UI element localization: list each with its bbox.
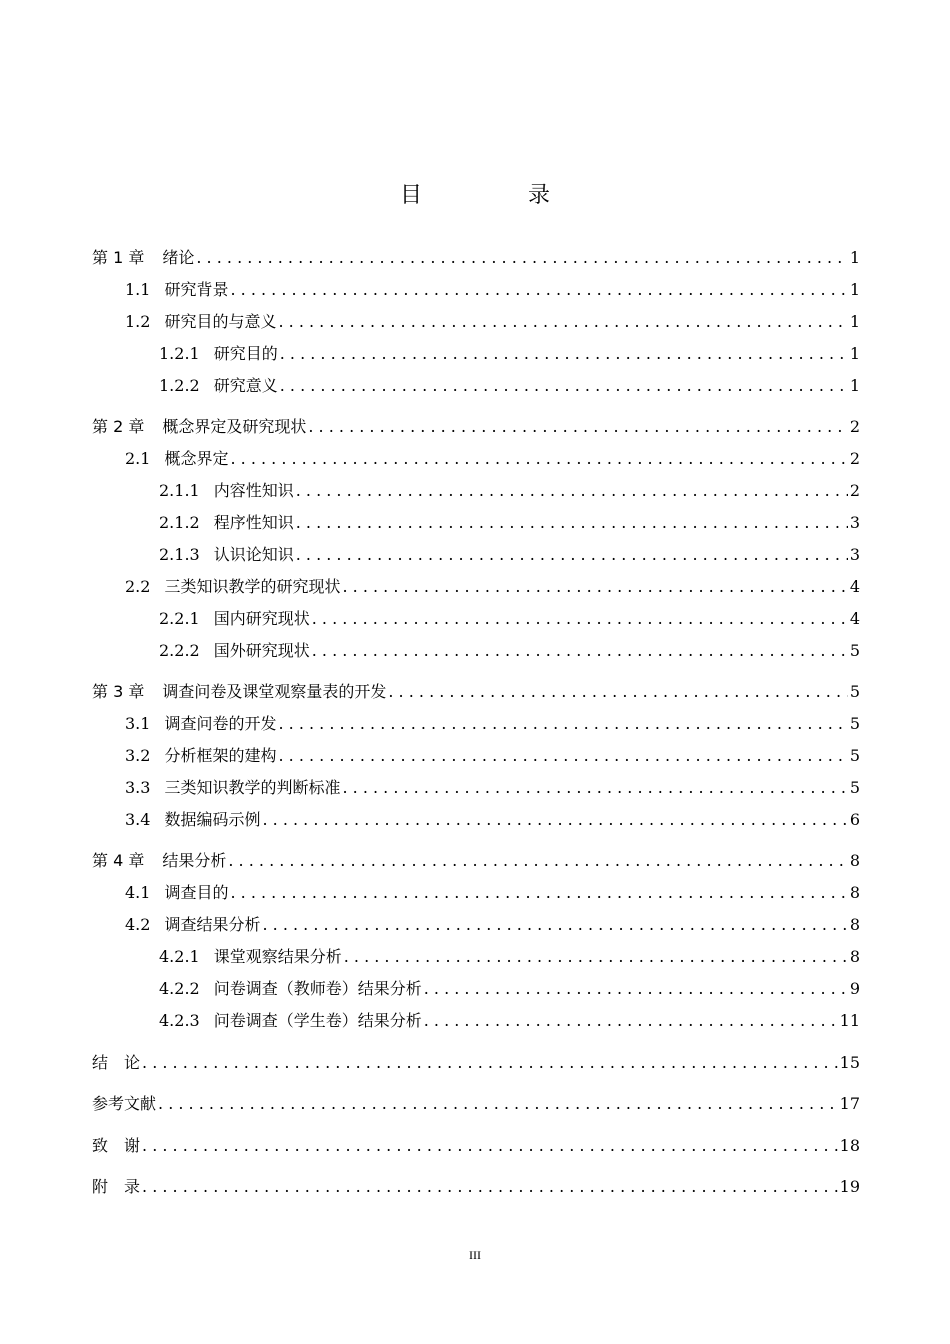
toc-entry-page: 1 — [849, 312, 860, 331]
toc-entry-page: 1 — [849, 344, 860, 363]
toc-entry-title — [159, 978, 422, 1000]
toc-entry-title — [159, 544, 294, 566]
toc-entry-title — [125, 713, 276, 735]
toc-entry-page: 8 — [849, 851, 860, 870]
toc-entry-title — [159, 1010, 422, 1032]
toc-entry-text: 调查目的 — [164, 883, 229, 902]
toc-entry-title — [125, 914, 260, 936]
toc-entry[interactable] — [92, 480, 860, 502]
toc-entry-number: 4.2.3 — [159, 1011, 200, 1030]
toc-entry-number: 3.3 — [125, 778, 151, 797]
toc-entry[interactable] — [92, 512, 860, 534]
toc-entry-number: 第 1 章 — [92, 248, 145, 267]
toc-entry[interactable] — [92, 343, 860, 365]
toc-entry-page: 5 — [849, 778, 860, 797]
toc-entry-text: 研究目的 — [213, 344, 278, 363]
toc-entry-text: 问卷调查（学生卷）结果分析 — [213, 1011, 422, 1030]
toc-entry-page: 15 — [839, 1053, 860, 1072]
toc-entry-text: 参考文献 — [92, 1094, 157, 1113]
toc-entry-page: 5 — [849, 746, 860, 765]
toc-leader-dots — [296, 512, 848, 534]
toc-entry-page: 5 — [849, 714, 860, 733]
toc-entry-number: 1.2.1 — [159, 344, 200, 363]
toc-entry-title — [92, 416, 306, 438]
toc-entry-text: 调查问卷的开发 — [164, 714, 277, 733]
toc-entry[interactable] — [92, 448, 860, 470]
toc-entry[interactable] — [92, 1052, 860, 1074]
toc-entry-title — [125, 448, 228, 470]
toc-entry[interactable] — [92, 713, 860, 735]
toc-entry-number: 3.4 — [125, 810, 151, 829]
toc-entry-text: 研究目的与意义 — [164, 312, 277, 331]
toc-entry-number: 2.2.1 — [159, 609, 200, 628]
toc-entry[interactable] — [92, 279, 860, 301]
toc-entry-title — [125, 745, 276, 767]
toc-entry-text: 课堂观察结果分析 — [213, 947, 342, 966]
toc-entry-page: 18 — [839, 1136, 860, 1155]
toc-entry-page: 3 — [849, 513, 860, 532]
toc-entry-text: 分析框架的建构 — [164, 746, 277, 765]
toc-entry-title — [125, 882, 228, 904]
toc-entry-text: 内容性知识 — [213, 481, 294, 500]
toc-entry-page: 4 — [849, 577, 860, 596]
toc-entry-text: 认识论知识 — [213, 545, 294, 564]
toc-leader-dots — [142, 1052, 838, 1074]
toc-leader-dots — [230, 279, 847, 301]
toc-leader-dots — [228, 850, 847, 872]
toc-entry-text: 概念界定及研究现状 — [162, 417, 307, 436]
toc-entry-page: 8 — [849, 915, 860, 934]
toc-leader-dots — [158, 1093, 838, 1115]
toc-entry-text: 研究背景 — [164, 280, 229, 299]
toc-entry-page: 2 — [849, 417, 860, 436]
toc-entry-page: 4 — [849, 609, 860, 628]
toc-entry[interactable] — [92, 247, 860, 269]
toc-entry-number: 2.1.1 — [159, 481, 200, 500]
toc-entry-text: 程序性知识 — [213, 513, 294, 532]
toc-entry-title — [92, 1093, 156, 1115]
toc-entry-page: 17 — [839, 1094, 860, 1113]
toc-entry[interactable] — [92, 608, 860, 630]
toc-leader-dots — [388, 681, 847, 703]
toc-entry-text: 国内研究现状 — [213, 609, 310, 628]
toc-entry-number: 第 3 章 — [92, 682, 145, 701]
toc-entry-title — [92, 1135, 140, 1157]
toc-entry[interactable] — [92, 576, 860, 598]
toc-entry-title — [125, 809, 260, 831]
toc-leader-dots — [424, 1010, 838, 1032]
toc-leader-dots — [424, 978, 848, 1000]
toc-entry-text: 结果分析 — [162, 851, 227, 870]
toc-entry-text: 概念界定 — [164, 449, 229, 468]
toc-leader-dots — [296, 480, 848, 502]
toc-entry[interactable] — [92, 777, 860, 799]
toc-entry-title — [92, 1176, 140, 1198]
toc-entry-text: 调查结果分析 — [164, 915, 261, 934]
toc-entry-text: 调查问卷及课堂观察量表的开发 — [162, 682, 387, 701]
toc-entry[interactable] — [92, 978, 860, 1000]
toc-leader-dots — [312, 608, 848, 630]
toc-entry[interactable] — [92, 681, 860, 703]
toc-entry-page: 5 — [849, 682, 860, 701]
toc-leader-dots — [262, 914, 847, 936]
toc-entry-number: 2.1 — [125, 449, 151, 468]
toc-entry-title — [159, 640, 310, 662]
toc-entry-title — [125, 576, 340, 598]
toc-entry-page: 9 — [849, 979, 860, 998]
toc-entry-number: 4.2.2 — [159, 979, 200, 998]
toc-entry-page: 19 — [839, 1177, 860, 1196]
toc-entry-title — [159, 343, 278, 365]
toc-entry-number: 4.2 — [125, 915, 151, 934]
toc-entry-text: 研究意义 — [213, 376, 278, 395]
toc-entry-number: 2.1.2 — [159, 513, 200, 532]
toc-entry-text: 绪论 — [162, 248, 195, 267]
toc-leader-dots — [142, 1176, 838, 1198]
toc-entry-number: 第 4 章 — [92, 851, 145, 870]
toc-leader-dots — [278, 311, 847, 333]
toc-entry-number: 第 2 章 — [92, 417, 145, 436]
toc-leader-dots — [230, 448, 847, 470]
toc-entry[interactable] — [92, 544, 860, 566]
toc-entry-title — [125, 279, 228, 301]
toc-leader-dots — [278, 713, 847, 735]
toc-entry-page: 2 — [849, 481, 860, 500]
toc-leader-dots — [312, 640, 848, 662]
toc-entry[interactable] — [92, 1093, 860, 1115]
toc-leader-dots — [280, 375, 848, 397]
toc-entry-text: 三类知识教学的判断标准 — [164, 778, 341, 797]
toc-entry-title — [92, 247, 194, 269]
toc-entry-page: 11 — [839, 1011, 860, 1030]
toc-entry-title — [92, 681, 386, 703]
toc-entry-number: 2.2.2 — [159, 641, 200, 660]
toc-entry-text: 国外研究现状 — [213, 641, 310, 660]
toc-entry-title — [159, 480, 294, 502]
toc-entry-number: 1.2 — [125, 312, 151, 331]
toc-entry-title — [125, 777, 340, 799]
toc-entry-title — [159, 946, 342, 968]
toc-entry[interactable] — [92, 416, 860, 438]
toc-entry[interactable] — [92, 745, 860, 767]
toc-leader-dots — [230, 882, 847, 904]
toc-entry[interactable] — [92, 850, 860, 872]
toc-leader-dots — [296, 544, 848, 566]
toc-entry-text: 附 录 — [92, 1177, 141, 1196]
toc-entry[interactable] — [92, 946, 860, 968]
toc-entry-number: 3.2 — [125, 746, 151, 765]
toc-entry[interactable] — [92, 1010, 860, 1032]
toc-entry-page: 8 — [849, 883, 860, 902]
toc-entry-text: 致 谢 — [92, 1136, 141, 1155]
toc-leader-dots — [344, 946, 848, 968]
toc-leader-dots — [342, 777, 847, 799]
toc-entry[interactable] — [92, 1176, 860, 1198]
toc-entry-text: 数据编码示例 — [164, 810, 261, 829]
toc-entry-number: 4.1 — [125, 883, 151, 902]
toc-entry-page: 2 — [849, 449, 860, 468]
toc-entry[interactable] — [92, 882, 860, 904]
toc-entry-number: 2.1.3 — [159, 545, 200, 564]
toc-entry-text: 三类知识教学的研究现状 — [164, 577, 341, 596]
toc-leader-dots — [308, 416, 847, 438]
toc-entry-title — [159, 608, 310, 630]
toc-leader-dots — [280, 343, 848, 365]
toc-entry-number: 4.2.1 — [159, 947, 200, 966]
toc-entry-page: 3 — [849, 545, 860, 564]
toc-entry-number: 3.1 — [125, 714, 151, 733]
toc-leader-dots — [142, 1135, 838, 1157]
toc-leader-dots — [278, 745, 847, 767]
toc-entry-number: 1.1 — [125, 280, 151, 299]
toc-entry-title — [92, 850, 226, 872]
toc-entry-title — [159, 512, 294, 534]
page-title: 目 录 — [399, 183, 592, 208]
toc-entry-number: 2.2 — [125, 577, 151, 596]
toc-entry-title — [125, 311, 276, 333]
toc-entry-text: 结 论 — [92, 1053, 141, 1072]
toc-entry-page: 1 — [849, 248, 860, 267]
toc-leader-dots — [262, 809, 847, 831]
toc-entry[interactable] — [92, 809, 860, 831]
toc-entry-text: 问卷调查（教师卷）结果分析 — [213, 979, 422, 998]
toc-leader-dots — [196, 247, 847, 269]
toc-entry-title — [159, 375, 278, 397]
toc-entry-page: 1 — [849, 280, 860, 299]
toc-entry[interactable] — [92, 640, 860, 662]
toc-entry[interactable] — [92, 914, 860, 936]
toc-entry[interactable] — [92, 1135, 860, 1157]
toc-entry[interactable] — [92, 375, 860, 397]
toc-entry-page: 8 — [849, 947, 860, 966]
toc-entry-page: 1 — [849, 376, 860, 395]
toc-entry[interactable] — [92, 311, 860, 333]
toc-entry-number: 1.2.2 — [159, 376, 200, 395]
toc-entry-title — [92, 1052, 140, 1074]
toc-entry-page: 5 — [849, 641, 860, 660]
toc-leader-dots — [342, 576, 847, 598]
page-number-footer: III — [469, 1248, 481, 1262]
toc-entry-page: 6 — [849, 810, 860, 829]
